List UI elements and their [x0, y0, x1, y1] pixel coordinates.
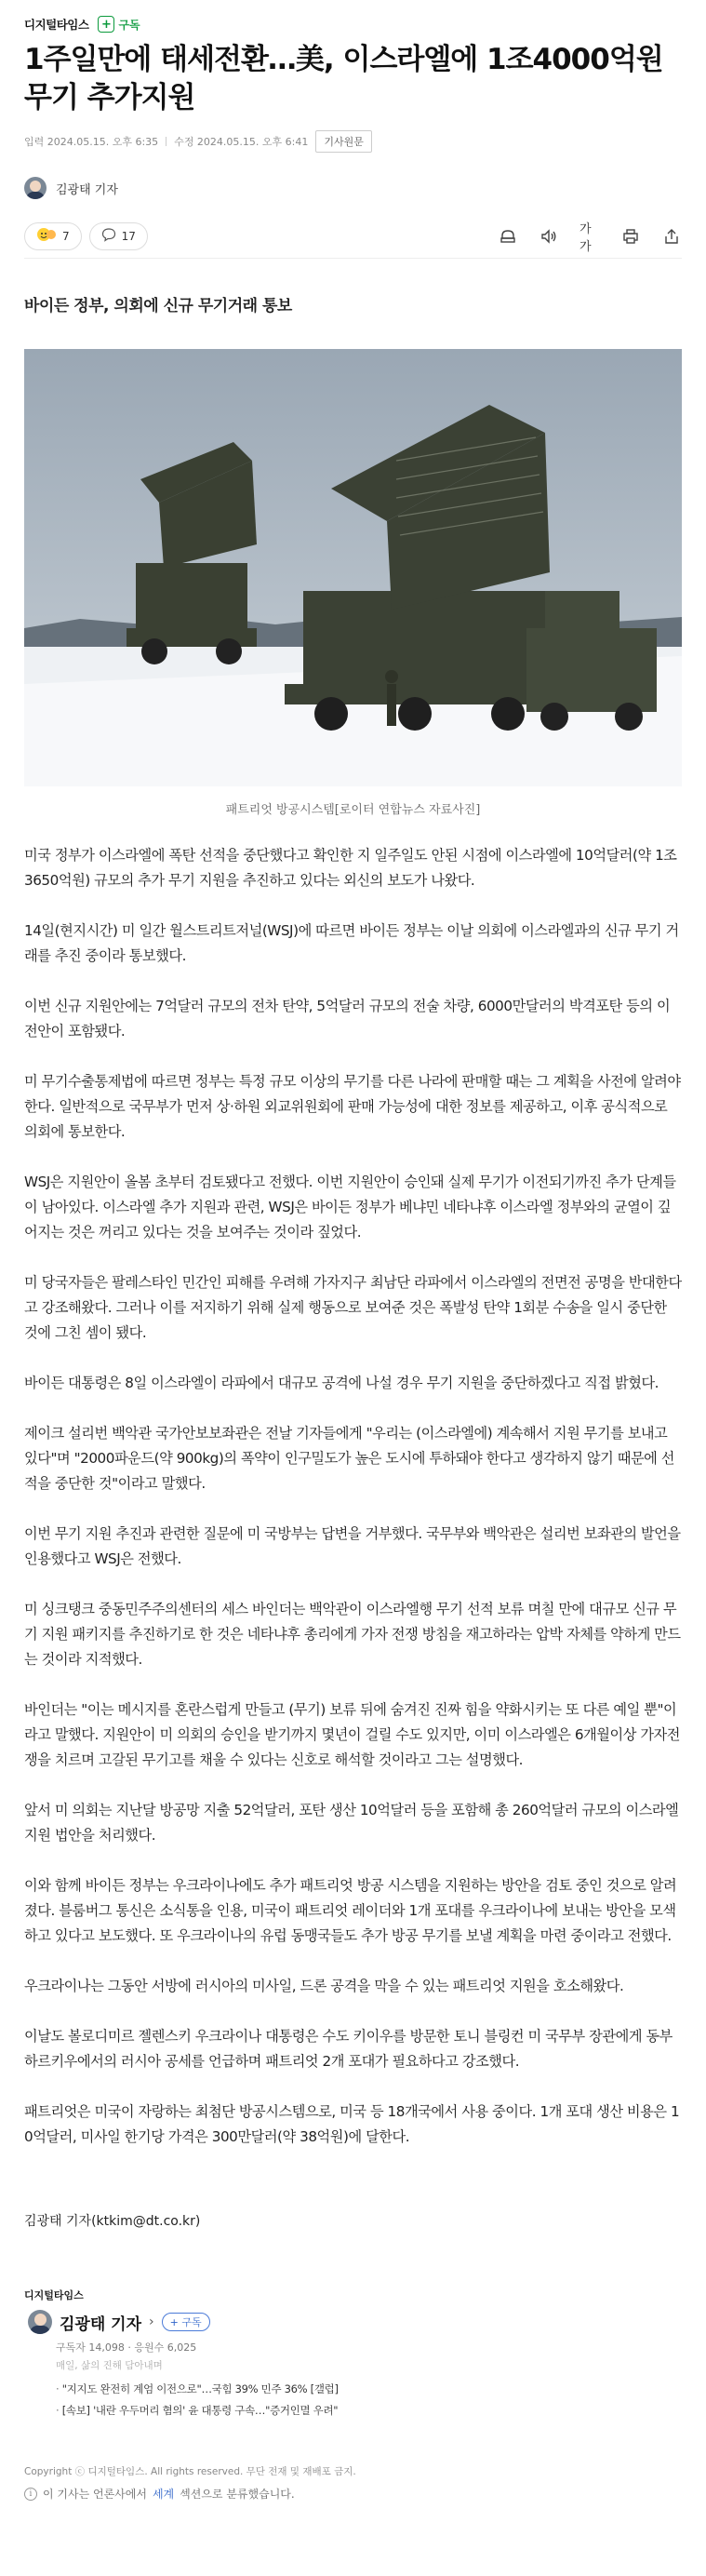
avatar[interactable]	[28, 2310, 52, 2334]
share-icon	[662, 227, 681, 246]
info-icon[interactable]: i	[24, 2488, 37, 2501]
reporter-article-link[interactable]: · "지지도 완전히 계엄 이전으로"…국힘 39% 민주 36% [갤럽]	[56, 2381, 447, 2396]
paragraph: 패트리엇은 미국이 자랑하는 최첨단 방공시스템으로, 미국 등 18개국에서 사용 중이다. 1개 포대 생산 비용은 10억달러, 미사일 한기당 가격은 300만달러(약 38억원)에 달한다.	[24, 2103, 680, 2145]
plus-icon: +	[98, 16, 114, 33]
paragraph: 바인더는 "이는 메시지를 혼란스럽게 만들고 (무기) 보류 뒤에 숨겨진 진짜 힘을 약화시키는 또 다른 예일 뿐"이라고 말했다. 지원안이 미 의회의 승인을 받기까지 몇년이 걸릴 수도 있지만, 이미 이스라엘은 6개월이상 가자전쟁을 치르며 고갈된 무기고를 채울 수 있다는 신호로 해석할 것이라고 그는 설명했다.	[24, 1701, 680, 1768]
share-button[interactable]	[661, 226, 682, 247]
top-bar	[0, 0, 706, 35]
reporter-stats: 구독자 14,098 · 응원수 6,025	[56, 2341, 197, 2354]
print-icon	[621, 227, 640, 246]
paragraph: 이번 신규 지원안에는 7억달러 규모의 전차 탄약, 5억달러 규모의 전술 차량, 6000만달러의 박격포탄 등의 이전안이 포함됐다.	[24, 998, 671, 1040]
copyright-text: Copyright ⓒ 디지털타임스. All rights reserved. 무단 전재 및 재배포 금지.	[24, 2466, 356, 2477]
article-subhead: 바이든 정부, 의회에 신규 무기거래 통보	[24, 297, 292, 315]
reaction-button[interactable]	[24, 222, 82, 250]
section-note	[24, 2486, 682, 2502]
modified-time: 수정 2024.05.15. 오후 6:41	[174, 136, 309, 148]
paragraph: 이와 함께 바이든 정부는 우크라이나에도 추가 패트리엇 방공 시스템을 지원하는 방안을 검토 중인 것으로 알려졌다. 블룸버그 통신은 소식통을 인용, 미국이 패트리엇 레이더와 1개 포대를 우크라이나에 보내는 방안을 모색하고 있다고 보도했다. 또 우크라이나의 유럽 동맹국들도 추가 방공 무기를 보낼 계획을 마련 중이라고 전했다.	[24, 1877, 677, 1944]
subscribe-bookmark-button[interactable]	[498, 226, 518, 247]
reaction-emoji-icon	[36, 226, 57, 246]
reporter-article-list	[24, 2381, 447, 2418]
section-note-after: 섹션으로 분류했습니다.	[180, 2488, 295, 2501]
tts-button[interactable]	[539, 226, 559, 247]
photo-caption: 패트리엇 방공시스템[로이터 연합뉴스 자료사진]	[225, 803, 481, 817]
comment-button[interactable]	[89, 222, 148, 250]
paragraph: 바이든 대통령은 8일 이스라엘이 라파에서 대규모 공격에 나설 경우 무기 지원을 중단하겠다고 직접 밝혔다.	[24, 1375, 659, 1391]
reaction-group	[24, 222, 148, 250]
article-meta	[24, 130, 682, 153]
article-toolbar	[24, 221, 682, 259]
avatar	[24, 177, 47, 199]
original-article-button[interactable]: 기사원문	[315, 130, 372, 153]
press-logo[interactable]: 디지털타임스	[24, 18, 89, 32]
paragraph: 우크라이나는 그동안 서방에 러시아의 미사일, 드론 공격을 막을 수 있는 패트리엇 지원을 호소해왔다.	[24, 1978, 624, 1994]
paragraph: 앞서 미 의회는 지난달 방공망 지출 52억달러, 포탄 생산 10억달러 등을 포함해 총 260억달러 규모의 이스라엘 지원 법안을 처리했다.	[24, 1802, 679, 1844]
paragraph: 미 당국자들은 팔레스타인 민간인 피해를 우려해 가자지구 최남단 라파에서 이스라엘의 전면전 공명을 반대한다고 강조해왔다. 그러나 이를 저지하기 위해 실제 행동으로 보여준 것은 폭발성 탄약 1회분 수송을 일시 중단한 것에 그친 셈이 됐다.	[24, 1274, 682, 1341]
patriot-system-image	[24, 349, 682, 786]
paragraph: 이번 무기 지원 추진과 관련한 질문에 미 국방부는 답변을 거부했다. 국무부와 백악관은 설리번 보좌관의 발언을 인용했다고 WSJ은 전했다.	[24, 1525, 681, 1567]
print-button[interactable]	[620, 226, 641, 247]
subscribe-button[interactable]	[98, 16, 140, 33]
paragraph: 제이크 설리번 백악관 국가안보보좌관은 전날 기자들에게 "우리는 (이스라엘에) 계속해서 지원 무기를 보내고 있다"며 "2000파운드(약 900kg)의 폭약이 인구밀도가 높은 도시에 투하돼야 한다고 생각하지 않기 때문에 선적을 중단한 것"이라고 말했다.	[24, 1425, 674, 1492]
chevron-right-icon[interactable]: ›	[149, 2314, 154, 2329]
article-body	[24, 843, 682, 2150]
article-title: 1주일만에 태세전환…美, 이스라엘에 1조4000억원 무기 추가지원	[24, 43, 663, 114]
meta-divider	[166, 137, 167, 146]
section-note-before: 이 기사는 언론사에서	[43, 2488, 147, 2501]
reporter-card-press[interactable]: 디지털타임스	[24, 2289, 84, 2301]
paragraph: 미 싱크탱크 중동민주주의센터의 세스 바인더는 백악관이 이스라엘행 무기 선적 보류 며칠 만에 대규모 신규 무기 지원 패키지를 추진하기로 한 것은 네타냐후 총리에게 가자 전쟁 방침을 재고하라는 압박 자체를 약하게 만드는 것이라 지적했다.	[24, 1601, 681, 1668]
reporter-article-link[interactable]: · [속보] '내란 우두머리 혐의' 윤 대통령 구속…"증거인멸 우려"	[56, 2403, 447, 2418]
reporter-card	[24, 2288, 447, 2418]
reporter-subscribe-button[interactable]: + 구독	[162, 2313, 210, 2331]
reporter-name: 김광태 기자	[56, 182, 118, 197]
tool-group	[498, 221, 682, 254]
comment-count: 17	[121, 229, 136, 243]
paragraph: 이날도 볼로디미르 젤렌스키 우크라이나 대통령은 수도 키이우를 방문한 토니 블링컨 미 국무부 장관에게 동부 하르키우에서의 러시아 공세를 언급하며 패트리엇 2개 포대가 필요하다고 강조했다.	[24, 2028, 673, 2070]
paragraph: 미국 정부가 이스라엘에 폭탄 선적을 중단했다고 확인한 지 일주일도 안된 시점에 이스라엘에 10억달러(약 1조3650억원) 규모의 추가 무기 지원을 추진하고 있다는 외신의 보도가 나왔다.	[24, 847, 677, 889]
reporter-card-name[interactable]: 김광태 기자	[60, 2314, 142, 2334]
section-link[interactable]: 세계	[152, 2488, 175, 2501]
reporter-line[interactable]	[24, 177, 682, 199]
comment-icon	[101, 227, 116, 245]
article-byline: 김광태 기자(ktkim@dt.co.kr)	[24, 2214, 201, 2229]
subscribe-bookmark-icon	[499, 227, 517, 246]
paragraph: 미 무기수출통제법에 따르면 정부는 특정 규모 이상의 무기를 다른 나라에 판매할 때는 그 계획을 사전에 알려야 한다. 일반적으로 국무부가 먼저 상·하원 외교위원회에 판매 가능성에 대한 정보를 제공하고, 이후 공식적으로 의회에 통보한다.	[24, 1073, 681, 1140]
reporter-note: 매일, 삶의 진해 담아내며	[56, 2360, 163, 2371]
reporter-card-header	[24, 2310, 447, 2334]
speaker-icon	[539, 227, 558, 246]
article-photo[interactable]	[24, 349, 682, 786]
font-size-icon[interactable]: 가가	[579, 221, 591, 254]
reaction-count: 7	[62, 229, 70, 243]
input-time: 입력 2024.05.15. 오후 6:35	[24, 136, 159, 148]
subscribe-label: 구독	[118, 18, 140, 32]
paragraph: WSJ은 지원안이 올봄 초부터 검토됐다고 전했다. 이번 지원안이 승인돼 실제 무기가 이전되기까진 추가 단계들이 남아있다. 이스라엘 추가 지원과 관련, WSJ은 바이든 정부가 베냐민 네타냐후 이스라엘 정부와의 균열이 깊어지는 것은 꺼리고 있다는 것을 보여주는 것이라 짚었다.	[24, 1174, 676, 1241]
paragraph: 14일(현지시간) 미 일간 월스트리트저널(WSJ)에 따르면 바이든 정부는 이날 의회에 이스라엘과의 신규 무기 거래를 추진 중이라 통보했다.	[24, 922, 679, 964]
